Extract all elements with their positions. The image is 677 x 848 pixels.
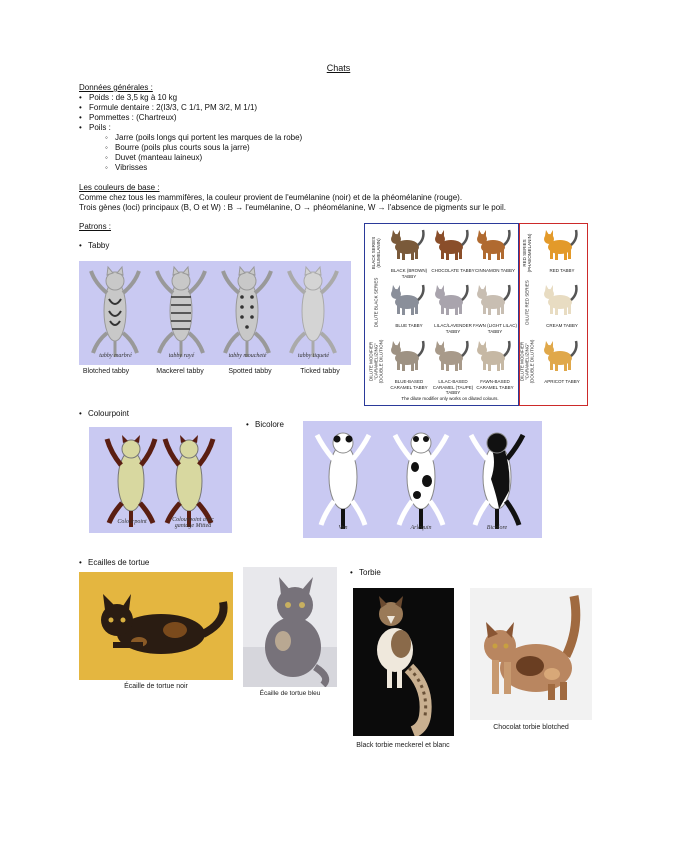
tortie-blue-cat: [243, 567, 337, 687]
grid-cell: CHOCOLATE TABBY: [431, 227, 475, 274]
cat-icon: [473, 338, 513, 372]
torbie-chocolate-cat: [470, 588, 592, 720]
tabby-label: • Tabby: [79, 241, 109, 250]
red-series-chart: [519, 223, 588, 406]
colors-line-2: Trois gènes (loci) principaux (B, O et W) : B → l'eumélanine, O → phéomélanine, W → l'absence de pigments sur le poil.: [79, 203, 506, 212]
cat-icon: [540, 282, 580, 316]
grid-cell: LILAC-BASED CARAMEL (TAUPE) TABBY: [431, 338, 475, 396]
bicolore-illustration: [303, 421, 542, 538]
color-series-chart: [364, 223, 519, 406]
tabby-small-caption: tabby marbré: [99, 353, 132, 359]
colourpoint-caption: Colourpoint: [117, 519, 147, 525]
van-cat: [317, 433, 369, 529]
cat-icon: [431, 282, 471, 316]
grid-cell: BLACK (BROWN) TABBY: [387, 227, 431, 279]
tortie-label: • Ecailles de tortue: [79, 558, 149, 567]
list-item: • Formule dentaire : 2(I3/3, C 1/1, PM 3/2, M 1/1): [79, 103, 302, 113]
patterns-heading: Patrons :: [79, 222, 112, 231]
tabby-panel: [79, 261, 351, 365]
ticked-tabby-cat: [289, 267, 337, 357]
list-item: ◦ Jarre (poils longs qui portent les marques de la robe): [105, 133, 302, 143]
bicolore-panel: [303, 421, 542, 538]
colourpoint-caption: Colourpoint avec gantage Mitted: [172, 517, 214, 529]
hair-list: [105, 133, 302, 173]
colourpoint-label: • Colourpoint: [79, 409, 129, 418]
grid-cell: CREAM TABBY: [540, 282, 584, 329]
row-label: DILUTE BLACK SERIES: [373, 277, 379, 328]
tortie-black-photo: [79, 572, 233, 680]
torbie-black-cat: [353, 588, 454, 736]
mitted-cat: [165, 435, 213, 527]
cat-icon: [387, 282, 427, 316]
cat-icon: [540, 338, 580, 372]
colors-heading: Les couleurs de base :: [79, 183, 160, 192]
general-heading: Données générales :: [79, 83, 153, 92]
blotched-tabby-cat: [91, 267, 139, 357]
general-list: [79, 93, 302, 133]
list-item: • Poils :: [79, 123, 302, 133]
grid-cell: RED TABBY: [540, 227, 584, 274]
page-title: Chats: [326, 63, 351, 73]
grid-cell: BLUE-BASED CARAMEL TABBY: [387, 338, 431, 390]
cat-icon: [473, 227, 513, 261]
arlequin-cat: [395, 433, 447, 529]
colourpoint-panel: [89, 427, 232, 533]
torbie-caption: Black torbie meckerel et blanc: [356, 742, 450, 749]
tabby-small-caption: tabby rayé: [168, 353, 195, 359]
list-item: ◦ Bourre (poils plus courts sous la jarre): [105, 143, 302, 153]
tortie-caption: Écaille de tortue bleu: [259, 690, 321, 697]
tabby-small-caption: tabby tiqueté: [297, 353, 330, 359]
torbie-black-photo: [353, 588, 454, 736]
list-item: • Pommettes : (Chartreux): [79, 113, 302, 123]
bicolore-label: • Bicolore: [246, 420, 284, 429]
tabby-caption: Spotted tabby: [228, 368, 272, 375]
colors-line-1: Comme chez tous les mammifères, la couleur provient de l'eumélanine (noir) et de la phéomélanine (rouge).: [79, 193, 463, 202]
cat-icon: [387, 227, 427, 261]
bicolore-caption: Arlequin: [410, 525, 432, 531]
cat-icon: [431, 227, 471, 261]
grid-cell: APRICOT TABBY: [540, 338, 584, 385]
bicolore-caption: Bicolore: [486, 525, 508, 531]
row-label: DILUTE MODIFIER "CARAMELIZING" (DOUBLE DILUTION): [368, 339, 384, 384]
torbie-chocolate-photo: [470, 588, 592, 720]
list-item: • Poids : de 3,5 kg à 10 kg: [79, 93, 302, 103]
tortie-blue-photo: [243, 567, 337, 687]
tortie-black-cat: [79, 572, 233, 680]
spotted-tabby-cat: [223, 267, 271, 357]
tabby-caption: Mackerel tabby: [156, 368, 204, 375]
tortie-caption: Écaille de tortue noir: [124, 683, 188, 690]
colors-section: [79, 183, 506, 213]
row-label: BLACK SERIES (EUMELANIN): [371, 236, 381, 270]
bicolore-cat: [471, 433, 523, 529]
tabby-small-caption: tabby moucheté: [228, 353, 267, 359]
torbie-label: • Torbie: [350, 568, 381, 577]
cat-icon: [431, 338, 471, 372]
row-label: DILUTE RED SERIES: [524, 280, 530, 325]
tabby-caption: Ticked tabby: [300, 368, 340, 375]
cat-icon: [540, 227, 580, 261]
row-label: RED SERIES (PHAEOMELANIN): [522, 233, 532, 273]
list-item: ◦ Duvet (manteau laineux): [105, 153, 302, 163]
list-item: ◦ Vibrisses: [105, 163, 302, 173]
cat-icon: [387, 338, 427, 372]
colourpoint-cat: [107, 435, 155, 527]
bicolore-caption: Van: [338, 525, 348, 531]
grid-footnote: The dilute modifier only works on diluted colours.: [401, 396, 499, 401]
grid-cell: LILAC/LAVENDER TABBY: [431, 282, 475, 334]
tabby-illustration: [79, 261, 351, 365]
general-section: [79, 83, 302, 173]
grid-cell: FAWN (LIGHT LILAC) TABBY: [473, 282, 517, 334]
row-label: DILUTE MODIFIER "CARAMELIZING" (DOUBLE DILUTION): [519, 339, 535, 384]
grid-cell: FAWN-BASED CARAMEL TABBY: [473, 338, 517, 390]
tabby-caption: Blotched tabby: [82, 368, 130, 375]
cat-icon: [473, 282, 513, 316]
grid-cell: CINNAMON TABBY: [473, 227, 517, 274]
torbie-caption: Chocolat torbie blotched: [493, 724, 569, 731]
mackerel-tabby-cat: [157, 267, 205, 357]
grid-cell: BLUE TABBY: [387, 282, 431, 329]
